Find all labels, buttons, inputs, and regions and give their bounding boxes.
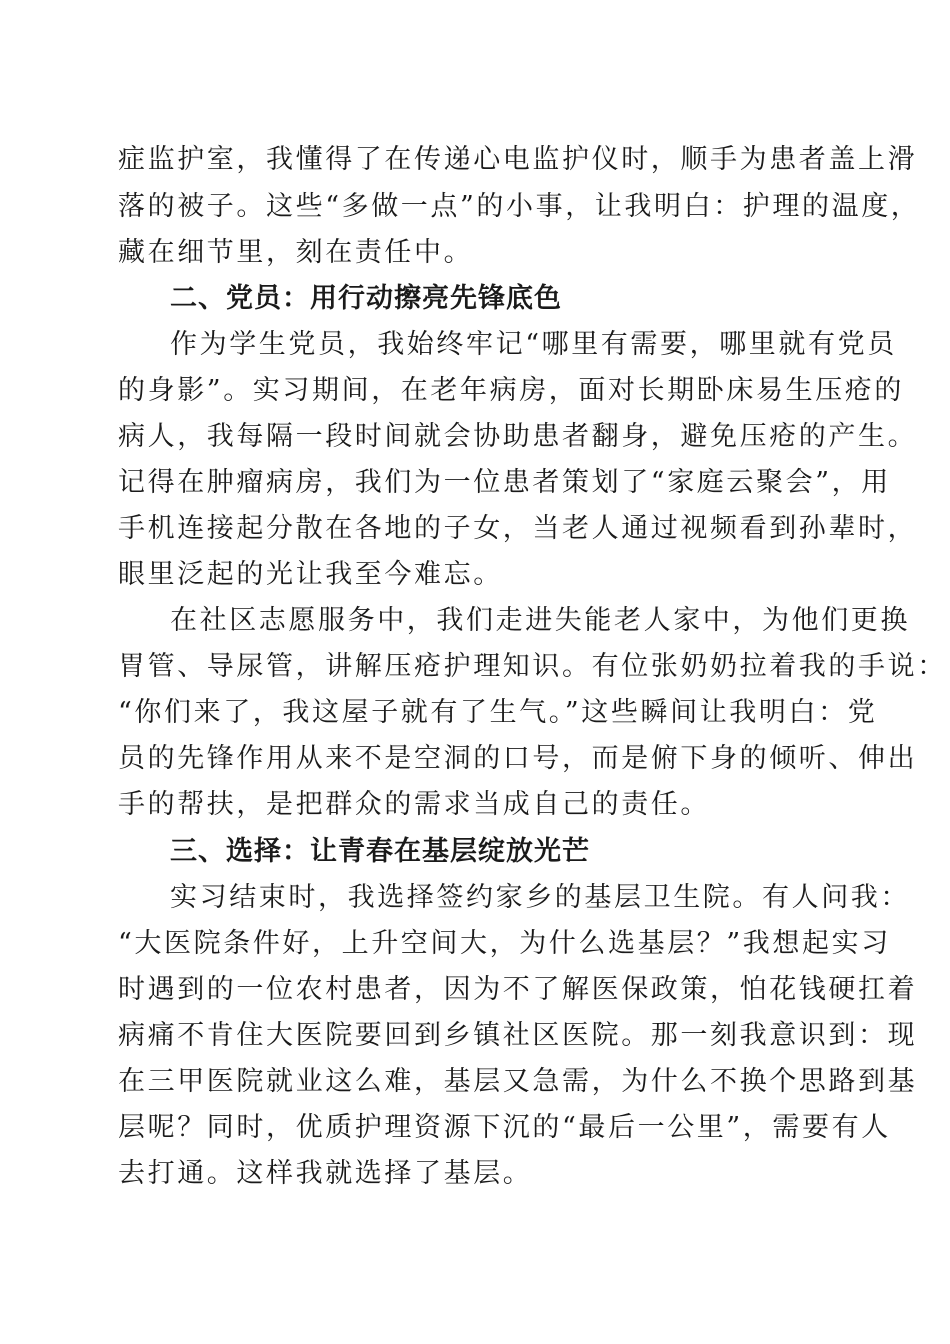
section-heading-3: 三、选择：让青春在基层绽放光芒 [170,836,590,867]
paragraph-line: 时遇到的一位农村患者，因为不了解医保政策，怕花钱硬扛着 [118,974,918,1005]
paragraph-line: 眼里泛起的光让我至今难忘。 [118,559,503,590]
paragraph-line: 手机连接起分散在各地的子女，当老人通过视频看到孙辈时， [118,513,918,544]
paragraph-line: 病痛不肯住大医院要回到乡镇社区医院。那一刻我意识到：现 [118,1020,918,1051]
paragraph-line: 记得在肿瘤病房，我们为一位患者策划了“家庭云聚会”，用 [118,467,891,498]
paragraph-line: 员的先锋作用从来不是空洞的口号，而是俯下身的倾听、伸出 [118,743,918,774]
paragraph-line: 在三甲医院就业这么难，基层又急需，为什么不换个思路到基 [118,1066,918,1097]
paragraph-line: 在社区志愿服务中，我们走进失能老人家中，为他们更换 [170,605,910,636]
paragraph-line: 实习结束时，我选择签约家乡的基层卫生院。有人问我： [170,882,910,913]
paragraph-line: 去打通。这样我就选择了基层。 [118,1158,533,1189]
paragraph-line: 病人，我每隔一段时间就会协助患者翻身，避免压疮的产生。 [118,421,918,452]
section-heading-2: 二、党员：用行动擦亮先锋底色 [170,283,562,314]
paragraph-line: “你们来了，我这屋子就有了生气。”这些瞬间让我明白：党 [118,697,878,728]
paragraph-line: 落的被子。这些“多做一点”的小事，让我明白：护理的温度， [118,191,921,222]
paragraph-line: 胃管、导尿管，讲解压疮护理知识。有位张奶奶拉着我的手说： [118,651,947,682]
paragraph-line: “大医院条件好，上升空间大，为什么选基层？”我想起实习 [118,928,891,959]
paragraph-line: 层呢？同时，优质护理资源下沉的“最后一公里”，需要有人 [118,1112,891,1143]
paragraph-line: 手的帮扶，是把群众的需求当成自己的责任。 [118,789,710,820]
paragraph-line: 症监护室，我懂得了在传递心电监护仪时，顺手为患者盖上滑 [118,144,918,175]
paragraph-line: 藏在细节里，刻在责任中。 [118,237,474,268]
paragraph-line: 作为学生党员，我始终牢记“哪里有需要，哪里就有党员 [170,329,897,360]
paragraph-line: 的身影”。实习期间，在老年病房，面对长期卧床易生压疮的 [118,375,905,406]
